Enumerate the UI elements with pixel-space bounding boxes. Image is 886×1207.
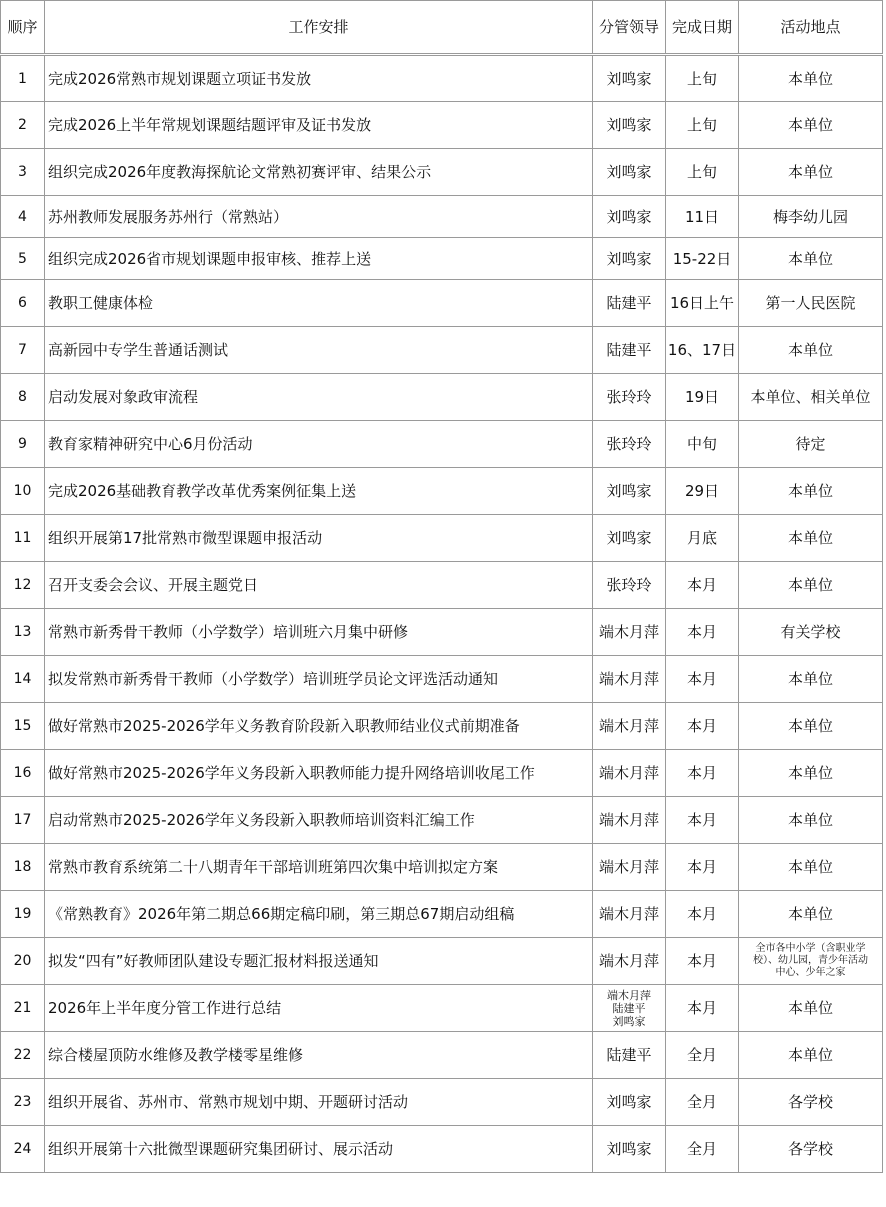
- place-line: 本单位: [787, 249, 833, 268]
- place-cell: [739, 1126, 883, 1173]
- place-cell: [739, 55, 883, 102]
- task-cell: 启动发展对象政审流程: [45, 374, 593, 421]
- place-cell: [739, 421, 883, 468]
- header-place: 活动地点: [739, 1, 883, 55]
- leader-name: 刘鸣家: [612, 1014, 646, 1028]
- place-cell: [739, 562, 883, 609]
- leader-cell: [593, 1079, 666, 1126]
- table-row: [1, 280, 883, 327]
- date-cell: 月底: [666, 515, 739, 562]
- table-row: [1, 327, 883, 374]
- task-cell: 常熟市教育系统第二十八期青年干部培训班第四次集中培训拟定方案: [45, 844, 593, 891]
- leader-name: 陆建平: [606, 294, 652, 312]
- leader-name: 陆建平: [606, 341, 652, 359]
- row-number: 24: [1, 1126, 45, 1173]
- leader-cell: [593, 55, 666, 102]
- date-cell: 全月: [666, 1079, 739, 1126]
- place-line: 各学校: [787, 1140, 833, 1158]
- place-line: 第一人民医院: [765, 294, 856, 312]
- place-cell: [739, 891, 883, 938]
- row-number: 6: [1, 280, 45, 327]
- task-cell: 苏州教师发展服务苏州行（常熟站）: [45, 196, 593, 238]
- table-row: [1, 149, 883, 196]
- leader-cell: [593, 374, 666, 421]
- leader-name: 端木月萍: [598, 764, 659, 782]
- place-line: 本单位: [787, 482, 833, 500]
- place-cell: [739, 938, 883, 985]
- table-body: [1, 55, 883, 1173]
- place-line: 本单位、相关单位: [750, 388, 871, 406]
- leader-cell: [593, 1032, 666, 1079]
- table-row: [1, 1079, 883, 1126]
- place-line: 本单位: [787, 529, 833, 547]
- row-number: 23: [1, 1079, 45, 1126]
- task-cell: 召开支委会会议、开展主题党日: [45, 562, 593, 609]
- table-row: [1, 750, 883, 797]
- place-cell: [739, 985, 883, 1032]
- table-row: [1, 797, 883, 844]
- table-row: [1, 844, 883, 891]
- place-cell: [739, 196, 883, 238]
- table-row: [1, 938, 883, 985]
- task-cell: 《常熟教育》2026年第二期总66期定稿印刷，第三期总67期启动组稿: [45, 891, 593, 938]
- date-cell: 29日: [666, 468, 739, 515]
- leader-name: 刘鸣家: [606, 207, 652, 226]
- date-cell: 16日上午: [666, 280, 739, 327]
- table-row: [1, 656, 883, 703]
- row-number: 9: [1, 421, 45, 468]
- place-cell: [739, 238, 883, 280]
- leader-cell: [593, 327, 666, 374]
- place-cell: [739, 656, 883, 703]
- date-cell: 本月: [666, 938, 739, 985]
- place-cell: [739, 1079, 883, 1126]
- task-cell: 综合楼屋顶防水维修及教学楼零星维修: [45, 1032, 593, 1079]
- leader-name: 端木月萍: [598, 717, 659, 735]
- table-row: [1, 703, 883, 750]
- place-line: 中心、少年之家: [775, 967, 846, 978]
- date-cell: 中旬: [666, 421, 739, 468]
- row-number: 5: [1, 238, 45, 280]
- place-cell: [739, 797, 883, 844]
- leader-cell: [593, 609, 666, 656]
- date-cell: 15-22日: [666, 238, 739, 280]
- date-cell: 上旬: [666, 102, 739, 149]
- task-cell: 做好常熟市2025-2026学年义务段新入职教师能力提升网络培训收尾工作: [45, 750, 593, 797]
- leader-name: 刘鸣家: [606, 1140, 652, 1158]
- table-row: [1, 891, 883, 938]
- row-number: 19: [1, 891, 45, 938]
- leader-name: 刘鸣家: [606, 69, 652, 88]
- table-row: [1, 1032, 883, 1079]
- row-number: 21: [1, 985, 45, 1032]
- date-cell: 本月: [666, 656, 739, 703]
- place-line: 有关学校: [780, 623, 841, 641]
- place-cell: [739, 703, 883, 750]
- table-row: [1, 515, 883, 562]
- leader-name: 端木月萍: [598, 670, 659, 688]
- leader-name: 刘鸣家: [606, 482, 652, 500]
- date-cell: 本月: [666, 609, 739, 656]
- date-cell: 本月: [666, 703, 739, 750]
- place-line: 本单位: [787, 764, 833, 782]
- leader-name: 刘鸣家: [606, 1093, 652, 1111]
- leader-name: 张玲玲: [606, 576, 652, 594]
- date-cell: 本月: [666, 797, 739, 844]
- table-row: [1, 374, 883, 421]
- leader-cell: [593, 656, 666, 703]
- leader-cell: [593, 238, 666, 280]
- place-cell: [739, 374, 883, 421]
- place-line: 本单位: [787, 341, 833, 359]
- task-cell: 2026年上半年度分管工作进行总结: [45, 985, 593, 1032]
- header-index: 顺序: [1, 1, 45, 55]
- place-cell: [739, 844, 883, 891]
- place-cell: [739, 280, 883, 327]
- task-cell: 组织完成2026省市规划课题申报审核、推荐上送: [45, 238, 593, 280]
- table-row: [1, 1126, 883, 1173]
- task-cell: 完成2026基础教育教学改革优秀案例征集上送: [45, 468, 593, 515]
- task-cell: 教职工健康体检: [45, 280, 593, 327]
- date-cell: 本月: [666, 750, 739, 797]
- place-cell: [739, 750, 883, 797]
- row-number: 10: [1, 468, 45, 515]
- leader-cell: [593, 468, 666, 515]
- task-cell: 拟发常熟市新秀骨干教师（小学数学）培训班学员论文评选活动通知: [45, 656, 593, 703]
- place-cell: [739, 515, 883, 562]
- place-line: 本单位: [787, 717, 833, 735]
- leader-name: 刘鸣家: [606, 529, 652, 547]
- date-cell: 全月: [666, 1126, 739, 1173]
- task-cell: 拟发“四有”好教师团队建设专题汇报材料报送通知: [45, 938, 593, 985]
- row-number: 16: [1, 750, 45, 797]
- leader-cell: [593, 938, 666, 985]
- table-row: [1, 609, 883, 656]
- leader-name: 端木月萍: [607, 988, 651, 1002]
- task-cell: 启动常熟市2025-2026学年义务段新入职教师培训资料汇编工作: [45, 797, 593, 844]
- leader-cell: [593, 703, 666, 750]
- task-cell: 组织开展第十六批微型课题研究集团研讨、展示活动: [45, 1126, 593, 1173]
- date-cell: 16、17日: [666, 327, 739, 374]
- task-cell: 做好常熟市2025-2026学年义务教育阶段新入职教师结业仪式前期准备: [45, 703, 593, 750]
- task-cell: 组织开展第17批常熟市微型课题申报活动: [45, 515, 593, 562]
- header-date: 完成日期: [666, 1, 739, 55]
- place-line: 本单位: [787, 163, 833, 181]
- leader-cell: [593, 421, 666, 468]
- place-cell: [739, 468, 883, 515]
- place-line: 各学校: [787, 1093, 833, 1111]
- leader-name: 陆建平: [612, 1001, 646, 1015]
- table-row: [1, 468, 883, 515]
- row-number: 17: [1, 797, 45, 844]
- header-task: 工作安排: [45, 1, 593, 55]
- leader-name: 端木月萍: [598, 858, 659, 876]
- place-line: 全市各中小学（含职业学: [755, 943, 866, 954]
- row-number: 2: [1, 102, 45, 149]
- leader-name: 端木月萍: [598, 905, 659, 923]
- place-line: 本单位: [787, 670, 833, 688]
- date-cell: 11日: [666, 196, 739, 238]
- leader-name: 端木月萍: [598, 623, 659, 641]
- row-number: 7: [1, 327, 45, 374]
- leader-name: 刘鸣家: [606, 163, 652, 181]
- task-cell: 完成2026常熟市规划课题立项证书发放: [45, 55, 593, 102]
- leader-cell: [593, 891, 666, 938]
- task-cell: 组织完成2026年度教海探航论文常熟初赛评审、结果公示: [45, 149, 593, 196]
- table-row: [1, 985, 883, 1032]
- date-cell: 上旬: [666, 55, 739, 102]
- leader-name: 刘鸣家: [606, 116, 652, 134]
- leader-cell: [593, 102, 666, 149]
- row-number: 14: [1, 656, 45, 703]
- leader-cell: [593, 1126, 666, 1173]
- date-cell: 19日: [666, 374, 739, 421]
- place-line: 梅李幼儿园: [772, 207, 848, 226]
- task-cell: 常熟市新秀骨干教师（小学数学）培训班六月集中研修: [45, 609, 593, 656]
- row-number: 13: [1, 609, 45, 656]
- leader-cell: [593, 515, 666, 562]
- row-number: 1: [1, 55, 45, 102]
- table-row: [1, 196, 883, 238]
- leader-cell: [593, 844, 666, 891]
- header-leader: 分管领导: [593, 1, 666, 55]
- leader-cell: [593, 562, 666, 609]
- leader-cell: [593, 985, 666, 1032]
- leader-name: 张玲玲: [606, 388, 652, 406]
- place-cell: [739, 102, 883, 149]
- date-cell: 本月: [666, 844, 739, 891]
- place-cell: [739, 609, 883, 656]
- table-row: [1, 238, 883, 280]
- place-line: 待定: [795, 435, 826, 453]
- header-row: [1, 1, 883, 55]
- place-line: 本单位: [787, 999, 833, 1017]
- leader-cell: [593, 797, 666, 844]
- leader-name: 端木月萍: [598, 952, 659, 970]
- date-cell: 本月: [666, 985, 739, 1032]
- place-cell: [739, 327, 883, 374]
- place-line: 本单位: [787, 576, 833, 594]
- leader-cell: [593, 280, 666, 327]
- row-number: 11: [1, 515, 45, 562]
- place-line: 校）、幼儿园，青少年活动: [753, 955, 868, 966]
- table-row: [1, 55, 883, 102]
- task-cell: 高新园中专学生普通话测试: [45, 327, 593, 374]
- task-cell: 教育家精神研究中心6月份活动: [45, 421, 593, 468]
- place-line: 本单位: [787, 858, 833, 876]
- leader-name: 陆建平: [606, 1046, 652, 1064]
- leader-cell: [593, 149, 666, 196]
- date-cell: 本月: [666, 562, 739, 609]
- place-cell: [739, 149, 883, 196]
- task-cell: 完成2026上半年常规划课题结题评审及证书发放: [45, 102, 593, 149]
- row-number: 18: [1, 844, 45, 891]
- place-line: 本单位: [787, 905, 833, 923]
- row-number: 22: [1, 1032, 45, 1079]
- place-line: 本单位: [787, 811, 833, 829]
- row-number: 8: [1, 374, 45, 421]
- row-number: 3: [1, 149, 45, 196]
- task-cell: 组织开展省、苏州市、常熟市规划中期、开题研讨活动: [45, 1079, 593, 1126]
- row-number: 4: [1, 196, 45, 238]
- leader-cell: [593, 750, 666, 797]
- leader-name: 端木月萍: [598, 811, 659, 829]
- table-row: [1, 562, 883, 609]
- leader-cell: [593, 196, 666, 238]
- table-row: [1, 421, 883, 468]
- leader-name: 张玲玲: [606, 435, 652, 453]
- leader-name: 刘鸣家: [606, 249, 652, 268]
- date-cell: 上旬: [666, 149, 739, 196]
- table-row: [1, 102, 883, 149]
- row-number: 20: [1, 938, 45, 985]
- row-number: 12: [1, 562, 45, 609]
- place-line: 本单位: [787, 116, 833, 134]
- date-cell: 本月: [666, 891, 739, 938]
- date-cell: 全月: [666, 1032, 739, 1079]
- place-line: 本单位: [787, 1046, 833, 1064]
- place-cell: [739, 1032, 883, 1079]
- place-line: 本单位: [787, 69, 833, 88]
- row-number: 15: [1, 703, 45, 750]
